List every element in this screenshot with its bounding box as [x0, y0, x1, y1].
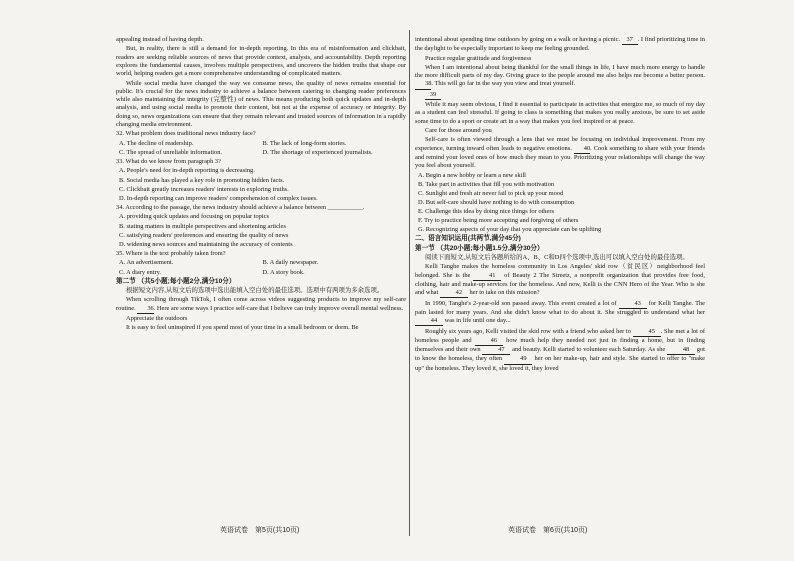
question-32 [116, 130, 406, 157]
text-segment: and beauty. Kelli started to volunteer each Saturday. As she [512, 346, 666, 354]
option-d: D. The shortage of experienced journalists. [262, 148, 373, 156]
option-e: E. Challenge this idea by doing nice things for others [418, 208, 554, 216]
option-d: D. A story book. [262, 268, 305, 276]
blank-41[interactable]: 41 [473, 272, 501, 281]
passage-paragraph [415, 36, 705, 54]
text-segment: her to take on this mission? [469, 289, 540, 297]
option-b: B. stating matters in multiple perspectives and shortening articles [119, 222, 287, 230]
section-instructions: 阅读下面短文,从短文后各题所给的A、B、C和D四个选项中,选出可以填入空白处的最佳选项。 [425, 253, 689, 261]
text-segment: of Beauty 2 The Streetz, a nonprofit organization that provides free food, clothing, hair and make-up services for the homeless. And now, Kelli is the CNN Hero of the Year. Who is she and what [415, 271, 705, 297]
option-a: A. People's need for in-depth reporting is decreasing. [119, 167, 255, 175]
passage-paragraph: While social media have changed the way we consume news, the quality of news remains essential for public. It's crucial for the news industry to achieve a balance between catering to changing reader preferences while also maintaining the integrity (完整性) of news. This means producing both quick updates and in-depth analysis, and using social media to promote their content, but not at the expense of accuracy or integrity. By doing so, news organizations can ensure that they remain relevant and trusted sources of information in a rapidly changing media environment. [116, 79, 406, 128]
passage-paragraph: It is easy to feel uninspired if you spend most of your time in a small bedroom or dorm. Be [126, 324, 359, 332]
question-35 [116, 250, 406, 277]
option-d: D. In-depth reporting can improve readers' comprehension of complex issues. [119, 194, 318, 202]
text-segment: When I am intentional about being thankful for the small things in life, I have much more energy to handle the more difficult parts of my day. Giving grace to the people around me also helps me become a better person. [415, 63, 705, 80]
text-segment: When scrolling through TikTok, I often come across videos suggesting products to improve my self-care routine. [116, 296, 406, 312]
option-d: D. But self-care should have nothing to do with consumption [418, 198, 575, 206]
cloze-paragraph [415, 263, 705, 298]
option-c: C. satisfying readers' preferences and ensuring the quality of news [119, 231, 289, 239]
page-footer-left: 英语试卷 第5页(共10页) [220, 527, 300, 534]
text-segment: . She met a lot of homeless people and [415, 327, 706, 344]
option-g: G. Recognizing aspects of your day that you appreciate can be uplifting [418, 226, 602, 234]
blank-49[interactable]: 49 [504, 355, 532, 364]
option-d: D. widening news sources and maintaining the accuracy of contents [119, 240, 293, 248]
option-row [116, 259, 406, 267]
option-b: B. The lack of long-form stories. [262, 139, 347, 147]
blank-43[interactable]: 43 [619, 300, 647, 309]
text-segment: got to know the homeless, they often [415, 346, 705, 363]
text-segment: . This will go far in the way you view and treat yourself. [431, 80, 576, 88]
text-segment: how much help they needed not just in finding a home, but in finding themselves and their own [415, 336, 706, 354]
option-a: A. An advertisement. [119, 259, 174, 267]
option-row [116, 140, 406, 148]
blank-39[interactable]: 39 [425, 91, 441, 100]
option-b: B. Take part in activities that fill you with motivation [418, 180, 555, 188]
text-segment: Roughly six years ago, Kelli visited the skid row with a friend who asked her to [425, 327, 631, 335]
option-f: F. Try to practice being more accepting and forgiving of others [418, 217, 579, 225]
blank-37[interactable]: 37 [622, 36, 638, 45]
blank-46[interactable]: 46 [475, 337, 503, 346]
text-segment: for Kelli Tanghe. The pain lasted for many years. And she didn't know what to do about it. She struggled to understand what her [415, 299, 705, 316]
option-row [116, 269, 406, 277]
option-c: C. The spread of unreliable information. [119, 148, 222, 156]
option-a: A. Begin a new hobby or learn a new skill [418, 171, 526, 179]
question-stem: 32. What problem does traditional news industry face? [116, 130, 256, 138]
option-a: A. providing quick updates and focusing on popular topics [119, 213, 269, 221]
text-segment: intentional about spending time outdoors by going on a walk or having a picnic. [415, 36, 621, 43]
page-footer-right: 英语试卷 第6页(共10页) [508, 527, 588, 534]
left-column [116, 36, 406, 334]
option-c: C. Clickbait greatly increases readers' interests in exploring truths. [119, 185, 289, 193]
blank-47[interactable]: 47 [482, 346, 510, 355]
option-a: A. The decline of readership. [119, 139, 194, 147]
option-c: C. Sunlight and fresh air never fail to pick up your mood [418, 189, 564, 197]
question-stem: 34. According to the passage, the news industry should achieve a balance between ___________. [116, 204, 365, 212]
option-c: C. A diary entry. [119, 268, 162, 276]
text-segment: was in life until one day... [444, 317, 511, 325]
blank-40[interactable]: 40 [574, 145, 590, 154]
section-title: 第二节 （共5小题;每小题2分,满分10分） [116, 277, 236, 285]
text-segment: . Here are some ways I practice self-care that I believe can truly improve overall mental wellness. [153, 304, 404, 312]
section-instructions: 根据短文内容,从短文后的选项中选出能填入空白处的最佳选项。选项中有两项为多余选项。 [126, 287, 384, 294]
cloze-paragraph [415, 328, 705, 373]
passage-paragraph: While it may seem obvious, I find it essential to participate in activities that energize me, so much of my day as a student can feel stressful. If going to class is something that makes you really anxious, be sure to set aside some time to do a sport or create art in a way that makes you feel inspired or at peace. [415, 101, 705, 125]
subheading: Care for those around you [425, 127, 492, 135]
option-b: B. Social media has played a key role in promoting hidden facts. [119, 176, 285, 184]
text-segment: . Cook something to share with your friends and remind your loved ones of how much they mean to you. Prioritizing your relationships will change the way you feel about yourself. [415, 144, 705, 170]
text-segment: Kelli Tanghe makes the homeless community in Los Angeles' skid row（贫民区）neighborhood feel belonged. She is the [415, 263, 705, 279]
text-segment: In 1990, Tanghe's 2-year-old son passed away. This event created a lot of [425, 299, 617, 307]
section-title: 第一节 （共20小题;每小题1.5分,满分30分） [415, 244, 544, 252]
blank-42[interactable]: 42 [440, 289, 468, 298]
text-segment: Self-care is often viewed through a lens that we must be focusing on individual improvement. From my experience, turning inward often leads to negative emotions. [415, 136, 705, 152]
passage-paragraph: But, in reality, there is still a demand for in-depth reporting. In this era of misinformation and clickbait, readers are seeking reliable sources of news that provide context, analysis, and accountability. Depth reporting explores the fundamental causes, involves multiple perspectives, and uncovers the hidden truths that shape our world, helping readers get a more comprehensive understanding of complicated matters. [116, 45, 406, 78]
column-divider [409, 30, 410, 536]
blank-45[interactable]: 45 [633, 328, 661, 337]
cloze-paragraph [415, 300, 705, 327]
passage-paragraph [116, 296, 406, 314]
part-title: 二、语言知识运用(共两节,满分45分) [415, 235, 521, 243]
text-segment: . I find prioritizing time in the daylight to be especially important to keep me feeling grounded. [415, 36, 705, 53]
blank-48[interactable]: 48 [667, 346, 695, 355]
passage-fragment: appealing instead of having depth. [116, 36, 204, 43]
question-stem: 35. Where is the text probably taken from? [116, 250, 226, 258]
options-list [415, 172, 705, 235]
subheading: Appreciate the outdoors [126, 315, 188, 323]
question-33 [116, 158, 406, 203]
question-stem: 33. What do we know from paragraph 3? [116, 158, 221, 166]
question-34 [116, 204, 406, 249]
blank-44[interactable]: 44 [415, 317, 443, 326]
blank-38[interactable]: 38 [415, 80, 431, 89]
option-row [116, 149, 406, 157]
option-b: B. A daily newspaper. [262, 259, 319, 267]
subheading-blank [425, 91, 705, 100]
blank-36[interactable]: 36 [137, 305, 153, 314]
right-column [415, 36, 705, 374]
passage-paragraph [415, 136, 705, 170]
subheading: Practice regular gratitude and forgiveness [425, 54, 532, 62]
text-segment: her on her make-up, hair and style. She started to offer to "make up" the homeless. They loved it, she loved it, they loved [415, 355, 705, 372]
passage-paragraph [415, 64, 705, 90]
